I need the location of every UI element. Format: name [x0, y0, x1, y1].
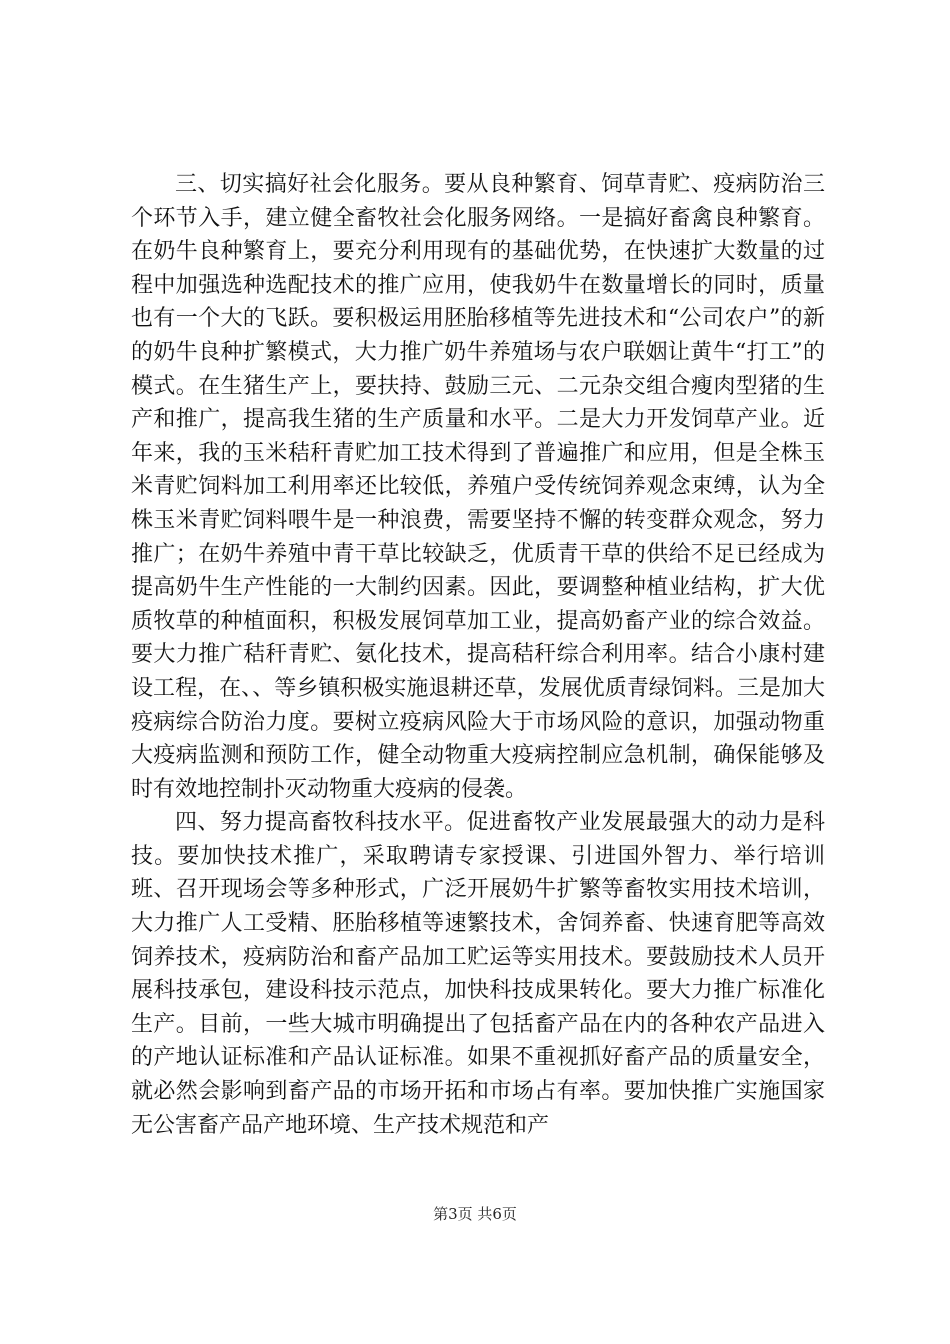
text-line: 前，一些大城市明确提出了包括畜产品在内的各种农产品进入	[220, 1011, 825, 1037]
text-line: 和应用，但是全株玉米青贮饲料加工利用率还比较低，养殖户	[131, 440, 825, 500]
text-line: 物重大疫病控制应急机制，确保能够及时有效地控制扑灭动物	[131, 743, 825, 802]
text-line: 重大疫病的侵袭。	[351, 776, 528, 802]
text-line: 在生猪生产上，要扶持、鼓励三元、二元杂交组合瘦肉型猪的	[198, 373, 803, 399]
document-body	[131, 168, 825, 1142]
text-line: 动力是科技。要加快技术推广，采取聘请专家授课、引进国外	[131, 810, 825, 869]
text-line: 使我奶牛在数量增长的同时，质量也有一个大的飞跃。要积极	[131, 272, 825, 332]
text-line: 的产地认证标准和产品认证标准。如果不重视抓好畜产品的质	[131, 1045, 736, 1071]
text-line: 病防治三个环节入手，建立健全畜牧社会化服务网络。一是搞	[131, 172, 825, 231]
text-line: 四、努力提高畜牧科技水平。促进畜牧产业发展最强大的	[175, 810, 736, 836]
text-line: 生产和推广，提高我生猪的生产质量和水平。二是大力开发饲	[131, 373, 825, 433]
text-line: 受传统饲养观念束缚，认为全株玉米青贮饲料喂牛是一种浪费，	[131, 474, 825, 533]
text-line: 青绿饲料。三是加大疫病综合防治力度。要树立疫病风险大于	[131, 675, 825, 735]
text-line: 能的一大制约因素。因此，要调整种植业结构，扩大优质牧草	[131, 575, 825, 634]
text-line: 小康村建设工程，在、、等乡镇积极实施退耕还草，发展优质	[131, 642, 825, 701]
text-line: 量安全，就必然会影响到畜产品的市场开拓和市场占有率。要	[131, 1045, 825, 1105]
text-line: 好畜禽良种繁育。在奶牛良种繁育上，要充分利用现有的基础	[131, 205, 825, 265]
text-line: 运用胚胎移植等先进技术和“公司农户”的新的奶牛良种扩繁	[131, 306, 825, 365]
text-line: 要大力推广秸秆青贮、氨化技术，提高秸秆综合利用率。结合	[131, 642, 736, 668]
text-line: 三、切实搞好社会化服务。要从良种繁育、饲草青贮、疫	[175, 172, 736, 197]
paragraph-technology-level	[131, 806, 825, 1142]
text-line: 技术，舍饲养畜、快速育肥等高效饲养技术，疫病防治和畜产	[131, 911, 825, 970]
page-number-footer: 第3页 共6页	[433, 1205, 517, 1223]
text-line: 需要坚持不懈的转变群众观念，努力推广；在奶牛养殖中青干	[131, 507, 825, 567]
text-line: 的种植面积，积极发展饲草加工业，提高奶畜产业的综合效益。	[198, 608, 825, 634]
text-line: 科技示范点，加快科技成果转化。要大力推广标准化生产。目	[131, 978, 825, 1037]
text-line: 智力、举行培训班、召开现场会等多种形式，广泛开展奶牛扩	[131, 843, 825, 903]
text-line: 优势，在快速扩大数量的过程中加强选种选配技术的推广应用，	[131, 239, 825, 298]
text-line: 草产业。近年来，我的玉米秸秆青贮加工技术得到了普遍推广	[131, 407, 825, 466]
text-line: 市场风险的意识，加强动物重大疫病监测和预防工作，健全动	[131, 709, 825, 769]
paragraph-social-services	[131, 168, 825, 806]
text-line: 草比较缺乏，优质青干草的供给不足已经成为提高奶牛生产性	[131, 541, 825, 601]
text-line: 繁等畜牧实用技术培训，大力推广人工受精、胚胎移植等速繁	[131, 877, 825, 937]
text-line: 加快推广实施国家无公害畜产品产地环境、生产技术规范和产	[131, 1079, 825, 1138]
text-line: 模式，大力推广奶牛养殖场与农户联姻让黄牛“打工”的模式。	[131, 339, 825, 399]
text-line: 品加工贮运等实用技术。要鼓励技术人员开展科技承包，建设	[131, 944, 825, 1004]
